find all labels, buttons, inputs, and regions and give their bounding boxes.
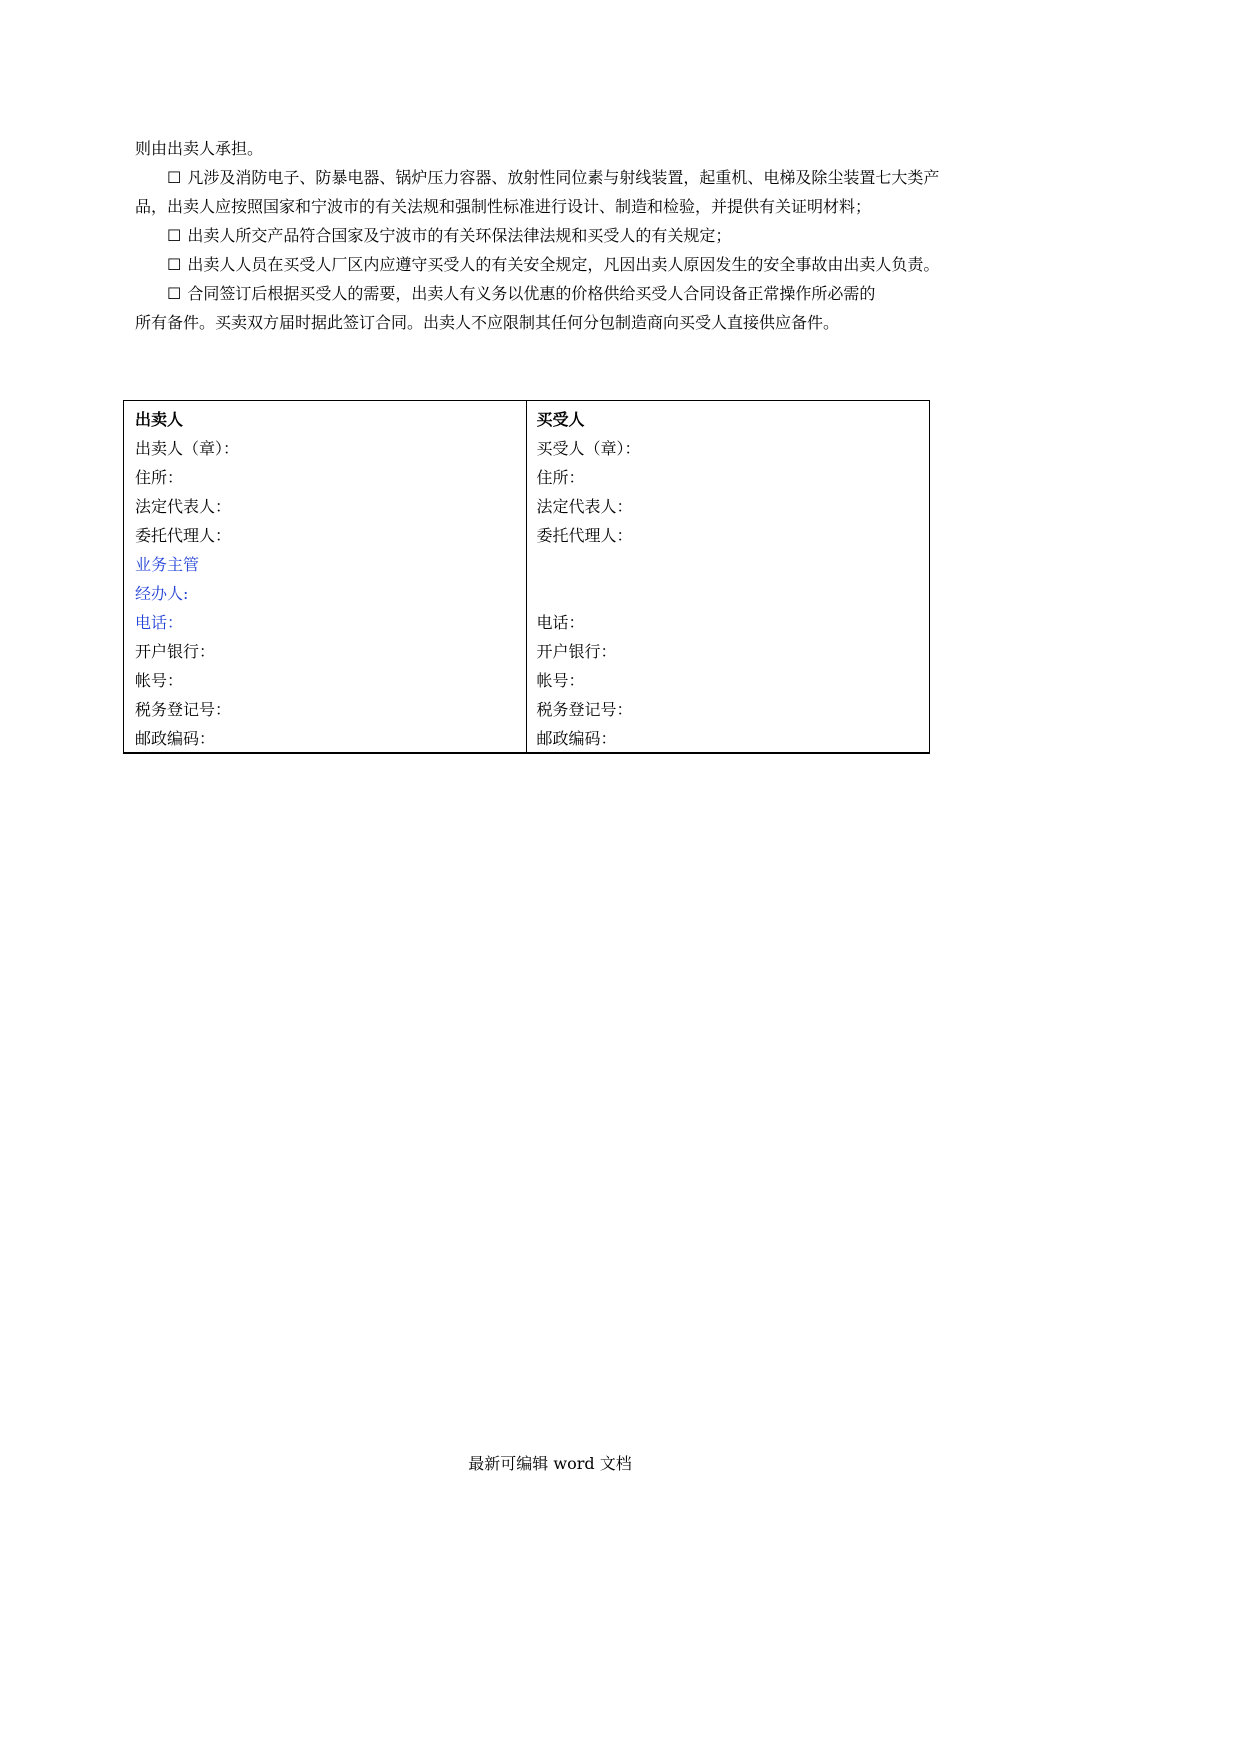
clause-spare-parts (135, 279, 980, 308)
checkbox-icon: ☐ (167, 255, 182, 274)
seller-column (124, 401, 527, 752)
clause-site-safety (135, 250, 980, 279)
buyer-heading: 买受人 (536, 410, 585, 429)
buyer-tax-field: 税务登记号： (536, 700, 633, 719)
buyer-address-field: 住所： (536, 468, 585, 487)
seller-supervisor-field: 业务主管 (135, 555, 200, 574)
seller-seal-field: 出卖人（章）： (135, 439, 240, 458)
checkbox-icon: ☐ (167, 168, 182, 187)
clause-spare-parts-cont: 所有备件。买卖双方届时据此签订合同。出卖人不应限制其任何分包制造商向买受人直接供应备件。 (135, 313, 840, 332)
checkbox-icon: ☐ (167, 284, 182, 303)
seller-heading: 出卖人 (135, 410, 184, 429)
clause-text: 合同签订后根据买受人的需要，出卖人有义务以优惠的价格供给买受人合同设备正常操作所必需的 (187, 284, 876, 303)
buyer-legal-rep-field: 法定代表人： (536, 497, 633, 516)
signature-table (123, 400, 930, 754)
seller-address-field: 住所： (135, 468, 184, 487)
buyer-phone-field: 电话： (536, 613, 585, 632)
clause-text: 出卖人所交产品符合国家及宁波市的有关环保法律法规和买受人的有关规定； (187, 226, 732, 245)
seller-legal-rep-field: 法定代表人： (135, 497, 232, 516)
buyer-account-field: 帐号： (536, 671, 585, 690)
buyer-blank-row (537, 579, 930, 608)
buyer-seal-field: 买受人（章）： (536, 439, 641, 458)
clause-environmental (135, 221, 980, 250)
seller-postcode-field: 邮政编码： (135, 729, 216, 748)
seller-phone-field: 电话： (135, 613, 184, 632)
buyer-column (527, 401, 930, 752)
buyer-agent-field: 委托代理人： (536, 526, 633, 545)
seller-handler-field: 经办人: (135, 584, 189, 603)
paragraph-intro: 则由出卖人承担。 (135, 139, 264, 158)
checkbox-icon: ☐ (167, 226, 182, 245)
seller-bank-field: 开户银行： (135, 642, 216, 661)
clause-text: 凡涉及消防电子、防暴电器、锅炉压力容器、放射性同位素与射线装置，起重机、电梯及除尘装置七大类产 (187, 168, 940, 187)
page-footer: 最新可编辑 word 文档 (468, 1454, 632, 1473)
buyer-bank-field: 开户银行： (536, 642, 617, 661)
seller-tax-field: 税务登记号： (135, 700, 232, 719)
buyer-postcode-field: 邮政编码： (536, 729, 617, 748)
buyer-blank-row (537, 550, 930, 579)
clause-text: 出卖人人员在买受人厂区内应遵守买受人的有关安全规定，凡因出卖人原因发生的安全事故由出卖人负责。 (187, 255, 940, 274)
seller-account-field: 帐号： (135, 671, 184, 690)
clause-safety-categories-cont: 品，出卖人应按照国家和宁波市的有关法规和强制性标准进行设计、制造和检验，并提供有关证明材料； (135, 197, 872, 216)
clause-safety-categories (135, 163, 980, 192)
seller-agent-field: 委托代理人： (135, 526, 232, 545)
